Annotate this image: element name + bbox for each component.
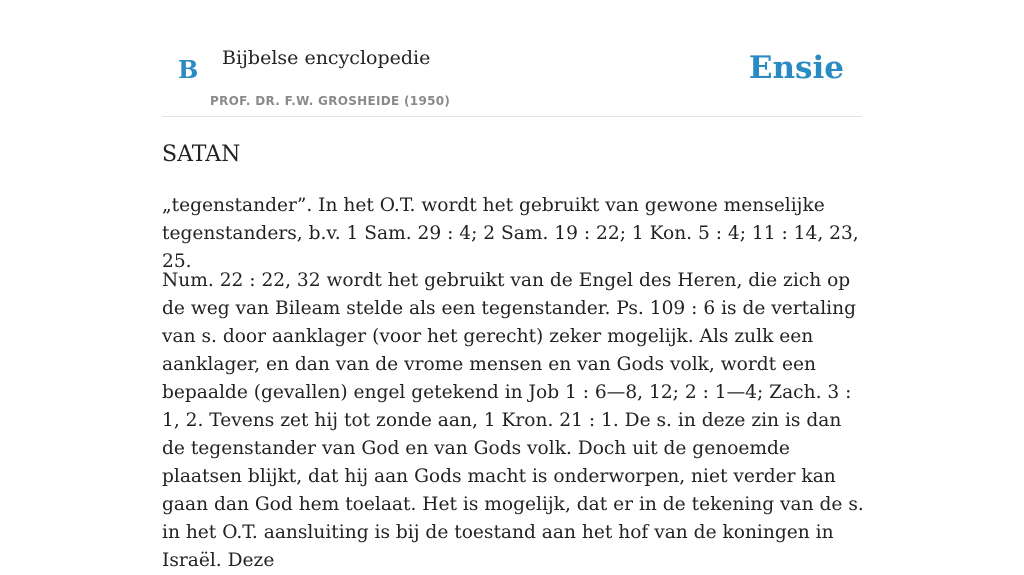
book-title-link[interactable]: Bijbelse encyclopedie: [222, 47, 431, 69]
header: [162, 0, 862, 117]
article-paragraph: Num. 22 : 22, 32 wordt het gebruikt van de Engel des Heren, die zich op de weg van Bileam stelde als een tegenstander. Ps. 109 : 6 is de vertaling van s. door aanklager (voor het gerecht) zeker mogelijk. Als zulk een aanklager, en dan van de vrome mensen en van Gods volk, wordt een bepaalde (gevallen) engel getekend in Job 1 : 6—8, 12; 2 : 1—4; Zach. 3 : 1, 2. Tevens zet hij tot zonde aan, 1 Kron. 21 : 1. De s. in deze zin is dan de tegenstander van God en van Gods volk. Doch uit de genoemde plaatsen blijkt, dat hij aan Gods macht is onderworpen, niet verder kan gaan dan God hem toelaat. Het is mogelijk, dat er in de tekening van de s. in het O.T. aansluiting is bij de toestand aan het hof van de koningen in Israël. Deze: [162, 270, 864, 571]
article-paragraph: „tegenstander”. In het O.T. wordt het gebruikt van gewone menselijke tegenstanders, b.v. 1 Sam. 29 : 4; 2 Sam. 19 : 22; 1 Kon. 5 : 4; 11 : 14, 23, 25.: [162, 195, 859, 272]
article-title: SATAN: [162, 142, 241, 167]
site-logo-link[interactable]: Ensie: [748, 50, 844, 86]
book-logo-letter[interactable]: B: [178, 55, 199, 84]
book-author: PROF. DR. F.W. GROSHEIDE (1950): [210, 94, 451, 108]
